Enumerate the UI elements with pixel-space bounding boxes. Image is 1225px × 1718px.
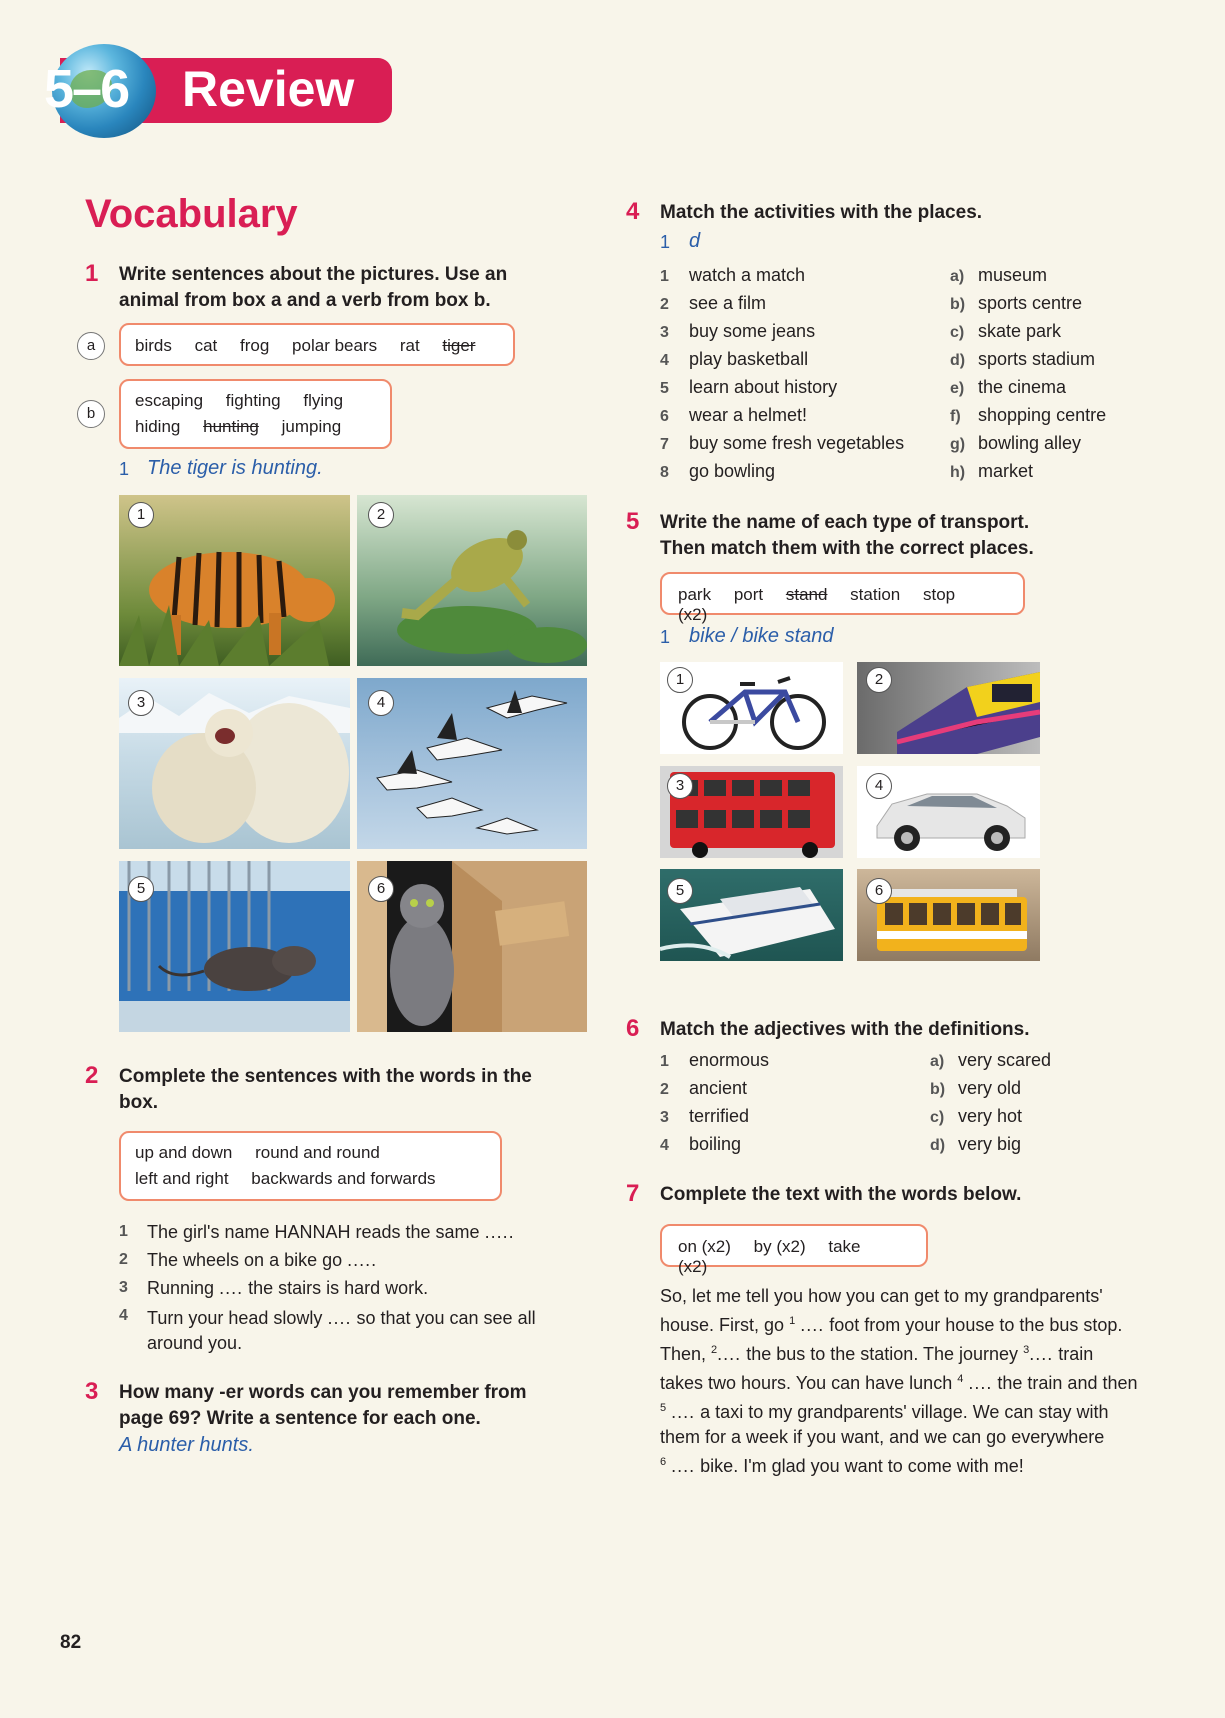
word-item: left and right [135,1169,229,1188]
example-number: 1 [660,232,671,252]
word-item: backwards and forwards [251,1169,436,1188]
word-item: by (x2) [753,1237,806,1256]
word-item: stop (x2) [678,585,956,624]
example-number: 1 [119,459,130,479]
word-item: up and down [135,1143,233,1162]
picture-number: 6 [866,878,892,904]
exercise-number: 2 [85,1062,99,1089]
example-answer: The tiger is hunting. [147,457,323,479]
exercise-instruction: Match the adjectives with the definitions. [660,1019,1030,1040]
section-title: Vocabulary [85,192,298,236]
word-box-b [119,379,392,449]
picture-number: 5 [667,878,693,904]
word-item: flying [303,391,344,410]
tiger-illustration [119,495,350,666]
word-item: birds [135,336,172,355]
picture-number: 4 [368,690,394,716]
unit-number: 5–6 [44,59,129,119]
word-item-used: hunting [203,417,259,436]
sentence-item: Turn your head slowly .... so that you can see all around you. [147,1308,536,1353]
item-number: 1 [119,1223,128,1240]
word-item: port [733,585,764,604]
adjectives-list: 1 enormous 2 ancient 3 terrified 4 boiling [660,1050,770,1154]
picture-number: 1 [667,667,693,693]
definitions-list: a) very scared b) very old c) very hot d) very big [930,1050,1052,1154]
word-item: hiding [135,417,181,436]
word-item: park [678,585,712,604]
exercise-number: 6 [626,1015,640,1042]
word-item: polar bears [292,336,378,355]
picture-number: 3 [128,690,154,716]
exercise-number: 7 [626,1180,640,1207]
picture-tiger [119,495,350,666]
example-number: 1 [660,627,671,647]
word-item: fighting [225,391,281,410]
picture-number: 4 [866,773,892,799]
example-answer: d [689,230,701,252]
sentence-item: The wheels on a bike go ..... [147,1250,377,1270]
places-list: a) museum b) sports centre c) skate park d) sports stadium e) the cinema f) shopping centre g) bowling alley h) market [950,265,1107,481]
sentence-item: The girl's name HANNAH reads the same ..... [147,1222,514,1242]
word-item: take (x2) [678,1237,861,1276]
exercise-number: 3 [85,1378,99,1405]
item-number: 3 [119,1279,128,1296]
example-answer: bike / bike stand [689,625,834,647]
picture-number: 3 [667,773,693,799]
word-item: rat [399,336,420,355]
exercise-instruction: Write the name of each type of transport. Then match them with the correct places. [660,512,1034,559]
word-box-a [119,323,515,366]
exercise-instruction: Complete the text with the words below. [660,1184,1022,1205]
word-item: on (x2) [678,1237,731,1256]
sentence-item: Running .... the stairs is hard work. [147,1278,429,1298]
exercise-instruction: Complete the sentences with the words in the box. [119,1066,532,1113]
activities-list: 1 watch a match 2 see a film 3 buy some jeans 4 play basketball 5 learn about history 6 wear a helmet! 7 buy some fresh vegetables 8 go bowling [660,265,905,481]
picture-number: 5 [128,876,154,902]
item-number: 4 [119,1307,128,1324]
word-item: cat [194,336,218,355]
picture-number: 2 [368,502,394,528]
word-item: round and round [255,1143,380,1162]
word-item: escaping [135,391,204,410]
word-box [660,572,1025,624]
exercise-number: 4 [626,198,640,225]
page-number: 82 [60,1632,82,1653]
page-title: Review [182,61,355,117]
picture-number: 2 [866,667,892,693]
word-item: jumping [281,417,342,436]
word-item: frog [240,336,270,355]
exercise-number: 1 [85,260,99,287]
exercise-instruction: Match the activities with the places. [660,202,983,223]
word-item: station [850,585,901,604]
item-number: 2 [119,1251,128,1268]
box-b-label: b [77,400,105,428]
word-box [119,1131,502,1201]
exercise-instruction: How many -er words can you remember from page 69? Write a sentence for each one. [119,1382,527,1429]
word-item-used: stand [785,585,828,604]
picture-number: 6 [368,876,394,902]
gap-fill-text: So, let me tell you how you can get to my grandparents' house. First, go $^1$ .... foot from your house to the bus stop. Then, $^2$.... the bus to the station. The journey $^3$.... train takes two hours. You can have lunch $^4$ .... the train and then $^5$ .... a taxi to my grandparents' village. We can stay with them for a week if you want, and we can go everywhere $^6$ .... bike. I'm glad you want to come with me! [660,1286,1138,1476]
exercise-number: 5 [626,508,640,535]
example-answer: A hunter hunts. [119,1434,254,1456]
picture-number: 1 [128,502,154,528]
word-item-used: tiger [442,336,476,355]
exercise-instruction: Write sentences about the pictures. Use an animal from box a and a verb from box b. [119,264,508,311]
box-a-label: a [77,332,105,360]
word-box [660,1224,928,1276]
